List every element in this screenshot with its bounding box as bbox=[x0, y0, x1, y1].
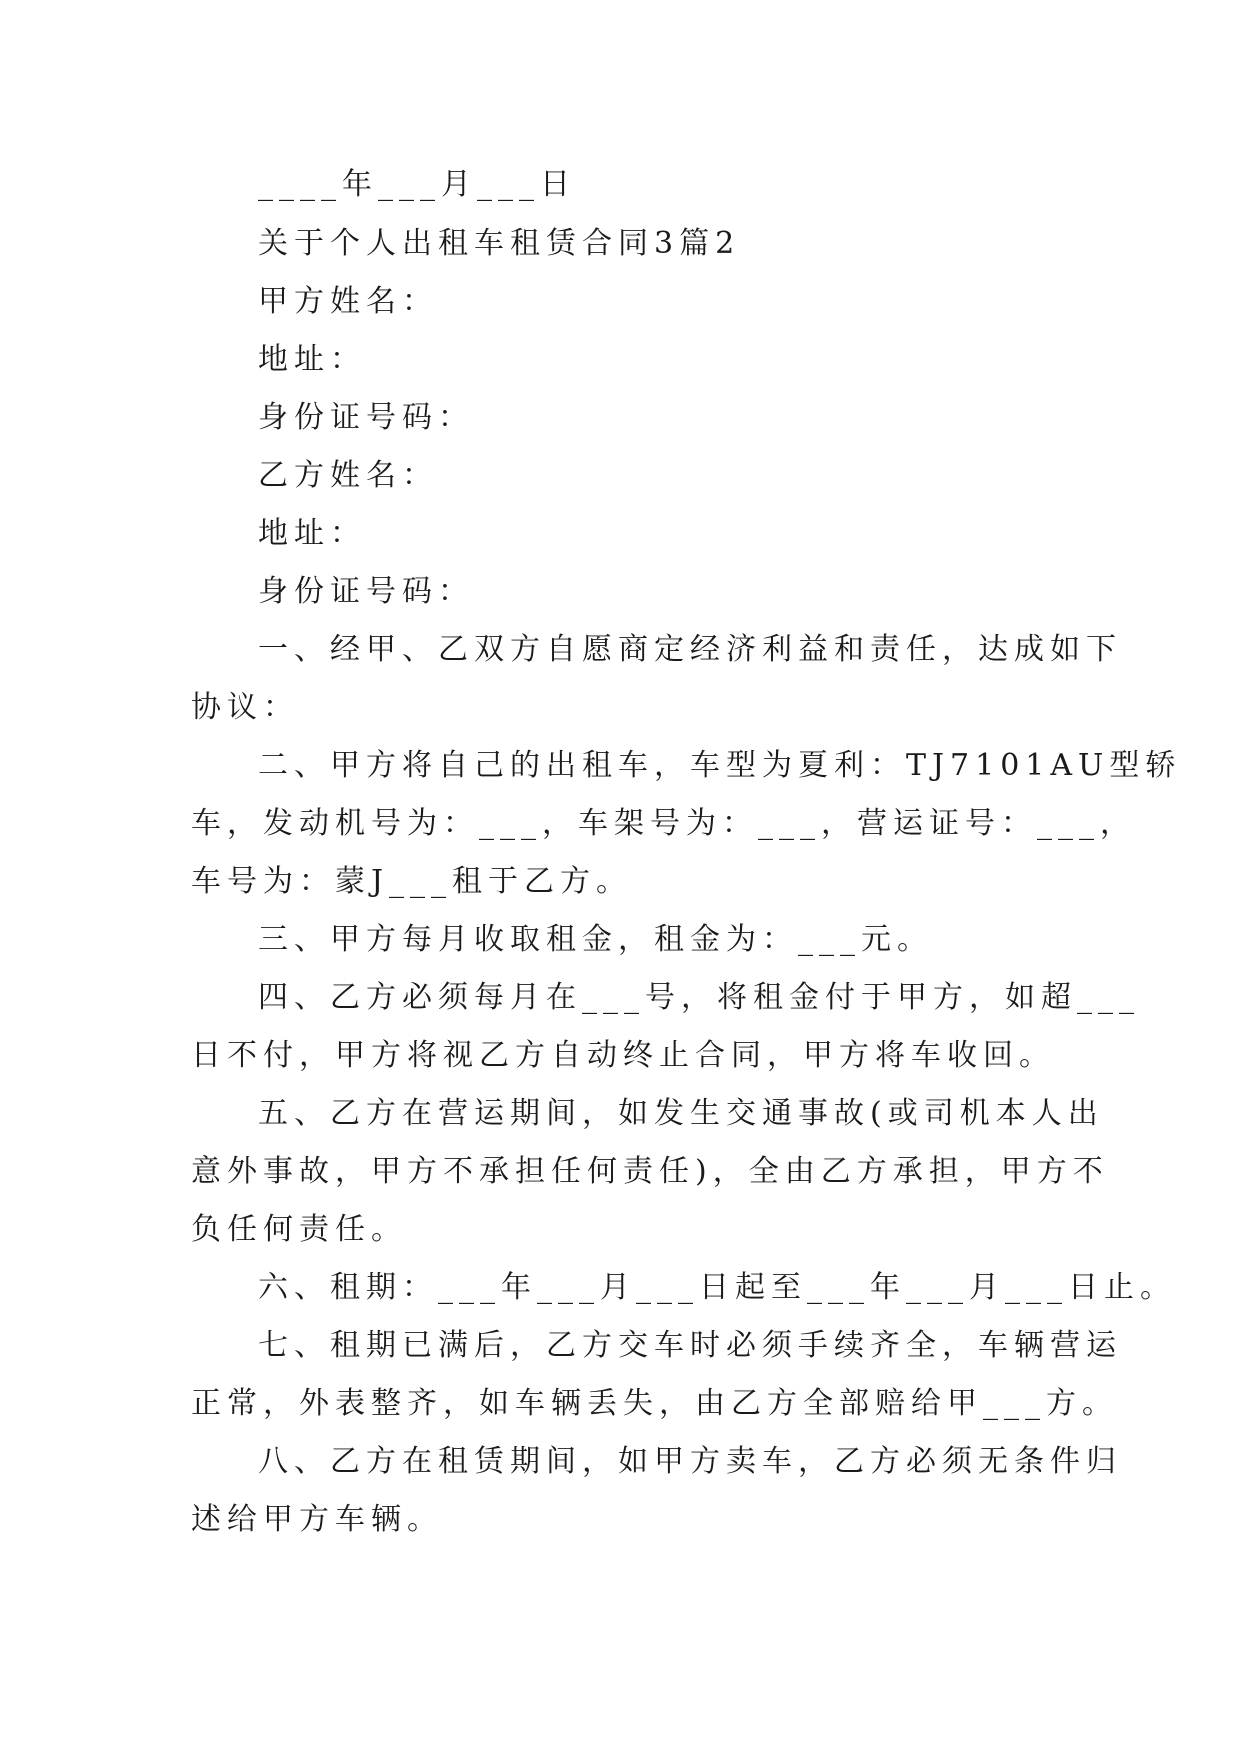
document-title: 关于个人出租车租赁合同3篇2 bbox=[258, 226, 741, 261]
clause-5-line-1: 五、乙方在营运期间，如发生交通事故(或司机本人出 bbox=[258, 1096, 1104, 1131]
clause-7-line-2: 正常，外表整齐，如车辆丢失，由乙方全部赔给甲___方。 bbox=[191, 1386, 1118, 1421]
clause-2-line-1: 二、甲方将自己的出租车，车型为夏利：TJ7101AU型轿 bbox=[258, 748, 1182, 783]
party-b-address-field: 地址： bbox=[258, 516, 366, 551]
clause-8-line-1: 八、乙方在租赁期间，如甲方卖车，乙方必须无条件归 bbox=[258, 1444, 1122, 1479]
clause-6-line-1: 六、租期：___年___月___日起至___年___月___日止。 bbox=[258, 1270, 1176, 1305]
clause-2-line-3: 车号为：蒙J___租于乙方。 bbox=[191, 864, 633, 899]
party-a-id-field: 身份证号码： bbox=[258, 400, 474, 435]
clause-1-line-1: 一、经甲、乙双方自愿商定经济利益和责任，达成如下 bbox=[258, 632, 1122, 667]
clause-5-line-2: 意外事故，甲方不承担任何责任)，全由乙方承担，甲方不 bbox=[191, 1154, 1109, 1189]
date-line: ____年___月___日 bbox=[258, 167, 576, 202]
clause-7-line-1: 七、租期已满后，乙方交车时必须手续齐全，车辆营运 bbox=[258, 1328, 1122, 1363]
clause-2-line-2: 车，发动机号为：___，车架号为：___，营运证号：___， bbox=[191, 806, 1136, 841]
clause-4-line-1: 四、乙方必须每月在___号，将租金付于甲方，如超___ bbox=[258, 980, 1140, 1015]
party-a-address-field: 地址： bbox=[258, 342, 366, 377]
clause-8-line-2: 述给甲方车辆。 bbox=[191, 1502, 443, 1537]
clause-5-line-3: 负任何责任。 bbox=[191, 1212, 407, 1247]
party-a-name-field: 甲方姓名： bbox=[258, 284, 438, 319]
clause-3-line-1: 三、甲方每月收取租金，租金为：___元。 bbox=[258, 922, 933, 957]
clause-1-line-2: 协议： bbox=[191, 690, 299, 725]
party-b-id-field: 身份证号码： bbox=[258, 574, 474, 609]
party-b-name-field: 乙方姓名： bbox=[258, 458, 438, 493]
clause-4-line-2: 日不付，甲方将视乙方自动终止合同，甲方将车收回。 bbox=[191, 1038, 1055, 1073]
